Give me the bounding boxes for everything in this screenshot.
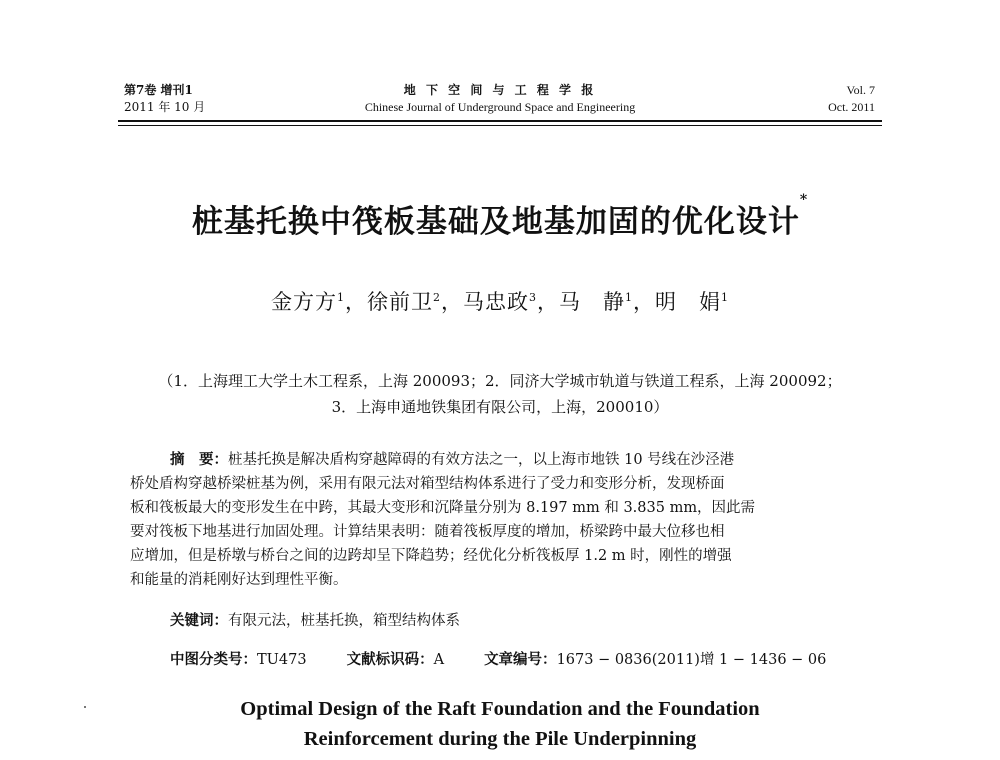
clc-label: 中图分类号： bbox=[170, 651, 257, 668]
affiliation-line-2: 3．上海申通地铁集团有限公司，上海，200010） bbox=[331, 398, 669, 416]
keywords bbox=[170, 609, 460, 630]
margin-speck bbox=[84, 706, 86, 708]
affiliation-line-1: （1．上海理工大学土木工程系，上海 200093；2．同济大学城市轨道与铁道工程系，上海 200092； bbox=[158, 372, 842, 390]
abstract-line: 要对筏板下地基进行加固处理。计算结果表明：随着筏板厚度的增加，桥梁跨中最大位移也相 bbox=[130, 524, 725, 540]
paper-title-en-line-1: Optimal Design of the Raft Foundation and the Foundation bbox=[240, 698, 760, 720]
doc-code-value: A bbox=[433, 652, 445, 668]
abstract-line: 应增加，但是桥墩与桥台之间的边跨却呈下降趋势；经优化分析筏板厚 1.2 m 时，刚性的增强 bbox=[130, 548, 732, 564]
clc-value: TU473 bbox=[257, 652, 307, 668]
journal-name-cn: 地 下 空 间 与 工 程 学 报 bbox=[403, 83, 597, 97]
classification-line bbox=[170, 648, 826, 669]
header-journal bbox=[330, 82, 670, 116]
paper-title-cn-text: 桩基托换中筏板基础及地基加固的优化设计 bbox=[191, 204, 800, 240]
author-affil-mark: 1 bbox=[337, 291, 345, 304]
author-name: 马忠政 bbox=[463, 290, 529, 314]
author-name: 徐前卫 bbox=[367, 290, 433, 314]
header-date-cn: 2011 年 10 月 bbox=[124, 100, 206, 114]
author-name: 明 娟 bbox=[655, 290, 721, 314]
title-footnote-mark: * bbox=[799, 192, 809, 208]
header-rule-thick bbox=[118, 120, 882, 122]
header-issue-info bbox=[124, 82, 205, 116]
author-name: 金方方 bbox=[271, 290, 337, 314]
abstract bbox=[130, 448, 870, 592]
header-volume-issue-cn: 第7卷 增刊1 bbox=[124, 83, 193, 97]
journal-name-en: Chinese Journal of Underground Space and Engineering bbox=[364, 100, 636, 114]
abstract-label: 摘 要： bbox=[170, 451, 228, 468]
author-affil-mark: 1 bbox=[625, 291, 633, 304]
abstract-line: 板和筏板最大的变形发生在中跨，其最大变形和沉降量分别为 8.197 mm 和 3.835 mm，因此需 bbox=[130, 500, 756, 516]
header-volume-en: Vol. 7 bbox=[846, 83, 875, 97]
abstract-line: 桥处盾构穿越桥梁桩基为例，采用有限元法对箱型结构体系进行了受力和变形分析，发现桥面 bbox=[130, 476, 725, 492]
author-affil-mark: 3 bbox=[529, 291, 537, 304]
header-volume-info bbox=[828, 82, 875, 116]
keywords-label: 关键词： bbox=[170, 612, 228, 629]
abstract-line: 和能量的消耗刚好达到理性平衡。 bbox=[130, 572, 348, 588]
article-number-value: 1673 − 0836(2011)增 1 − 1436 − 06 bbox=[556, 652, 827, 668]
author-list: 金方方$^1$，徐前卫$^2$，马忠政$^3$，马 静$^1$，明 娟$^1$ bbox=[271, 290, 729, 314]
author-name: 马 静 bbox=[559, 290, 625, 314]
abstract-text: 桩基托换是解决盾构穿越障碍的有效方法之一，以上海市地铁 10 号线在沙泾港 bbox=[228, 452, 735, 468]
author-affil-mark: 1 bbox=[721, 291, 729, 304]
abstract-line bbox=[130, 448, 870, 472]
keywords-text: 有限元法，桩基托换，箱型结构体系 bbox=[228, 613, 460, 629]
author-affil-mark: 2 bbox=[433, 291, 441, 304]
doc-code-label: 文献标识码： bbox=[346, 651, 434, 668]
article-number-label: 文章编号： bbox=[484, 651, 557, 668]
paper-title-cn bbox=[100, 192, 900, 241]
header-rule-thin bbox=[118, 125, 882, 126]
header-date-en: Oct. 2011 bbox=[828, 100, 875, 114]
paper-title-en-line-2: Reinforcement during the Pile Underpinning bbox=[303, 728, 697, 750]
